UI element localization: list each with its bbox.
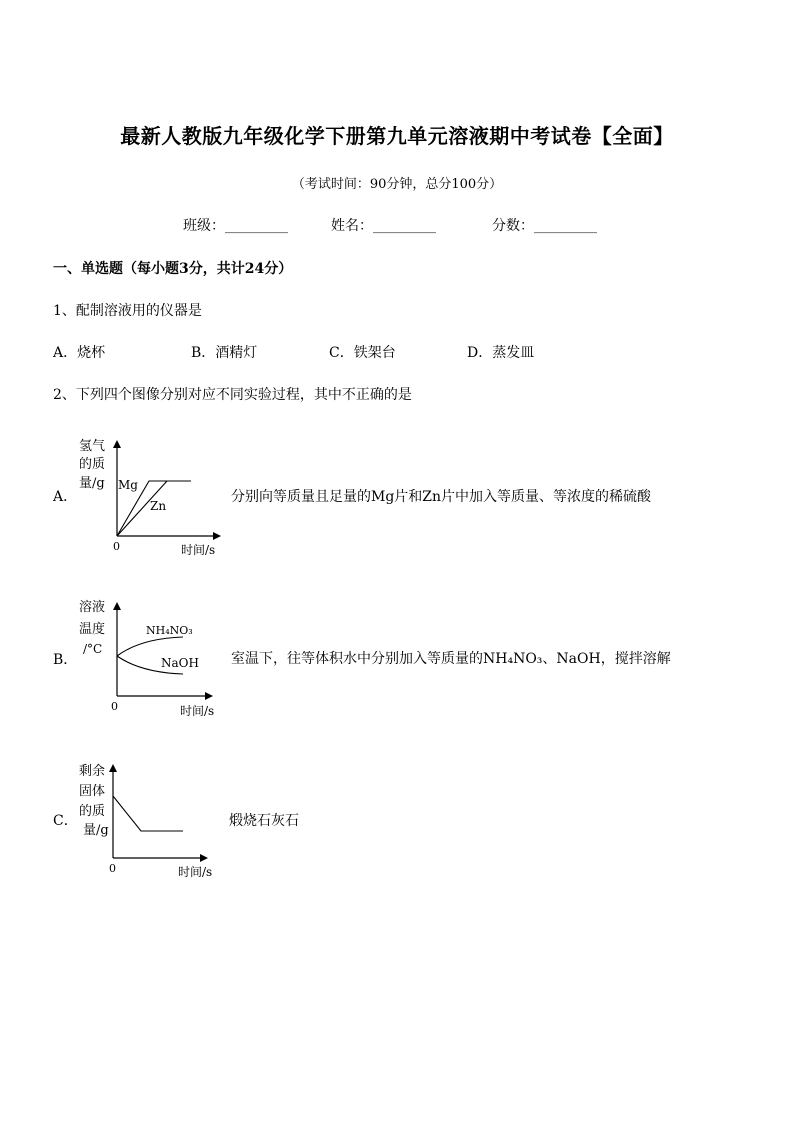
q2-option-c-label[interactable]: C． (53, 813, 78, 829)
page-title: 最新人教版九年级化学下册第九单元溶液期中考试卷【全面】 (120, 124, 674, 148)
graph-c (75, 758, 235, 888)
section-heading: 一、单选题（每小题3分，共计24分） (53, 261, 293, 277)
q2-option-b-text: 室温下，往等体积水中分别加入等质量的NH₄NO₃、NaOH，搅拌溶解 (231, 651, 671, 667)
q1-option-d[interactable]: D．蒸发皿 (467, 345, 535, 361)
q2-option-a-text: 分别向等质量且足量的Mg片和Zn片中加入等质量、等浓度的稀硫酸 (231, 489, 652, 505)
q2-option-b-label[interactable]: B． (53, 652, 78, 668)
y-label-line: 溶液 (79, 600, 106, 615)
y-label-line: 量/g (83, 823, 109, 838)
y-label-line: 固体 (79, 784, 106, 799)
y-label-line: 氢气 (79, 439, 106, 454)
origin-label: 0 (113, 540, 120, 553)
residue-curve (113, 796, 183, 831)
question-1-stem: 1、配制溶液用的仪器是 (53, 303, 202, 319)
x-label: 时间/s (180, 704, 215, 718)
name-field[interactable]: 姓名：_________ (331, 218, 436, 234)
y-label-line: 的质 (79, 804, 106, 819)
exam-meta: （考试时间：90分钟，总分100分） (291, 177, 503, 192)
y-label-line: 量/g (79, 476, 105, 491)
series-label-zn: Zn (150, 499, 167, 513)
nh4no3-curve (117, 637, 183, 656)
q1-option-c[interactable]: C．铁架台 (329, 345, 396, 361)
q2-option-c-text: 煅烧石灰石 (229, 813, 299, 829)
series-label-nh4no3: NH₄NO₃ (146, 624, 193, 637)
x-label: 时间/s (178, 865, 213, 879)
origin-label: 0 (111, 700, 118, 713)
graph-a (75, 432, 235, 562)
q1-option-a[interactable]: A．烧杯 (53, 345, 106, 361)
origin-label: 0 (109, 862, 116, 875)
score-field[interactable]: 分数：_________ (492, 218, 597, 234)
series-label-naoh: NaOH (161, 656, 199, 670)
q1-option-b[interactable]: B．酒精灯 (191, 345, 258, 361)
y-label-line: 的质 (79, 457, 106, 472)
question-2-stem: 2、下列四个图像分别对应不同实验过程，其中不正确的是 (53, 387, 412, 403)
class-field[interactable]: 班级：_________ (183, 218, 288, 234)
q2-option-a-label[interactable]: A． (53, 489, 78, 505)
y-label-line: 剩余 (79, 764, 106, 779)
series-label-mg: Mg (118, 478, 138, 492)
graph-b (75, 595, 235, 725)
y-label-line: /°C (83, 642, 103, 656)
x-label: 时间/s (181, 543, 216, 557)
y-label-line: 温度 (79, 622, 106, 637)
